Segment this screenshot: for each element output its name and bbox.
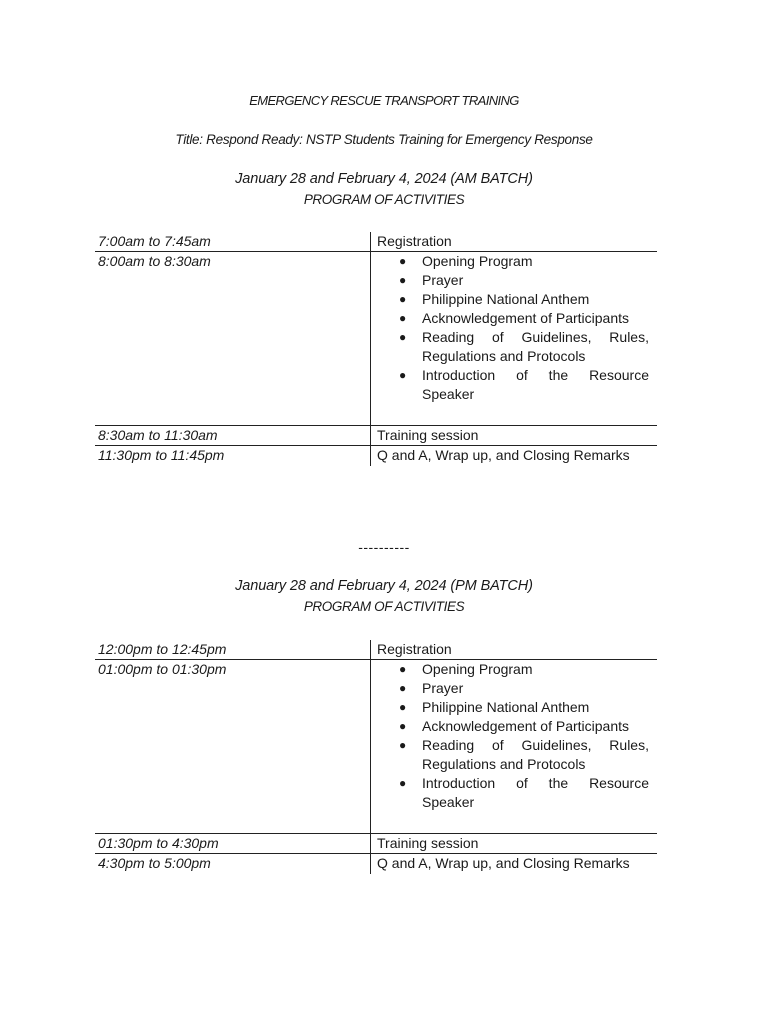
time-cell: 11:30pm to 11:45pm — [98, 447, 225, 463]
opening-activity-list — [377, 660, 649, 812]
am-batch-heading: PROGRAM OF ACTIVITIES — [303, 192, 465, 207]
am-program-table — [95, 232, 657, 466]
table-row — [95, 232, 657, 252]
table-row — [95, 252, 657, 426]
activity-cell: Registration — [370, 232, 657, 251]
table-row — [95, 660, 657, 834]
list-item: ● Acknowledgement of Participants — [399, 718, 629, 734]
list-item: ● Prayer — [399, 272, 464, 288]
table-row — [95, 854, 657, 874]
batch-separator: ---------- — [358, 539, 410, 555]
pm-batch-date: January 28 and February 4, 2024 (PM BATCH) — [235, 578, 533, 594]
time-cell: 12:00pm to 12:45pm — [98, 641, 227, 657]
pm-program-table — [95, 640, 657, 874]
list-item: ● Opening Program — [399, 661, 533, 677]
list-item: ● Reading of Guidelines, Rules, Regulations and Protocols — [399, 737, 649, 772]
list-item: ● Philippine National Anthem — [399, 291, 590, 307]
activity-cell: Q and A, Wrap up, and Closing Remarks — [370, 446, 657, 466]
table-row — [95, 446, 657, 466]
list-item: ● Prayer — [399, 680, 464, 696]
time-cell: 4:30pm to 5:00pm — [98, 855, 211, 871]
time-cell: 8:30am to 11:30am — [98, 427, 218, 443]
activity-cell — [370, 660, 657, 833]
time-cell: 01:30pm to 4:30pm — [98, 835, 219, 851]
document-subtitle: Title: Respond Ready: NSTP Students Training for Emergency Response — [175, 132, 593, 147]
document-title: EMERGENCY RESCUE TRANSPORT TRAINING — [249, 93, 519, 108]
activity-cell: Registration — [370, 640, 657, 659]
pm-batch-heading: PROGRAM OF ACTIVITIES — [303, 599, 465, 614]
list-item: ● Introduction of the Resource Speaker — [399, 775, 649, 810]
list-item: ● Philippine National Anthem — [399, 699, 590, 715]
list-item: ● Acknowledgement of Participants — [399, 310, 629, 326]
list-item: ● Introduction of the Resource Speaker — [399, 367, 649, 402]
table-row — [95, 640, 657, 660]
time-cell: 01:00pm to 01:30pm — [98, 661, 227, 677]
list-item: ● Reading of Guidelines, Rules, Regulations and Protocols — [399, 329, 649, 364]
list-item: ● Opening Program — [399, 253, 533, 269]
time-cell: 7:00am to 7:45am — [98, 233, 211, 249]
table-row — [95, 834, 657, 854]
opening-activity-list — [377, 252, 649, 404]
activity-cell — [370, 252, 657, 425]
am-batch-date: January 28 and February 4, 2024 (AM BATCH) — [235, 171, 533, 187]
table-row — [95, 426, 657, 446]
time-cell: 8:00am to 8:30am — [98, 253, 211, 269]
activity-cell: Training session — [370, 834, 657, 853]
activity-cell: Training session — [370, 426, 657, 445]
activity-cell: Q and A, Wrap up, and Closing Remarks — [370, 854, 657, 874]
